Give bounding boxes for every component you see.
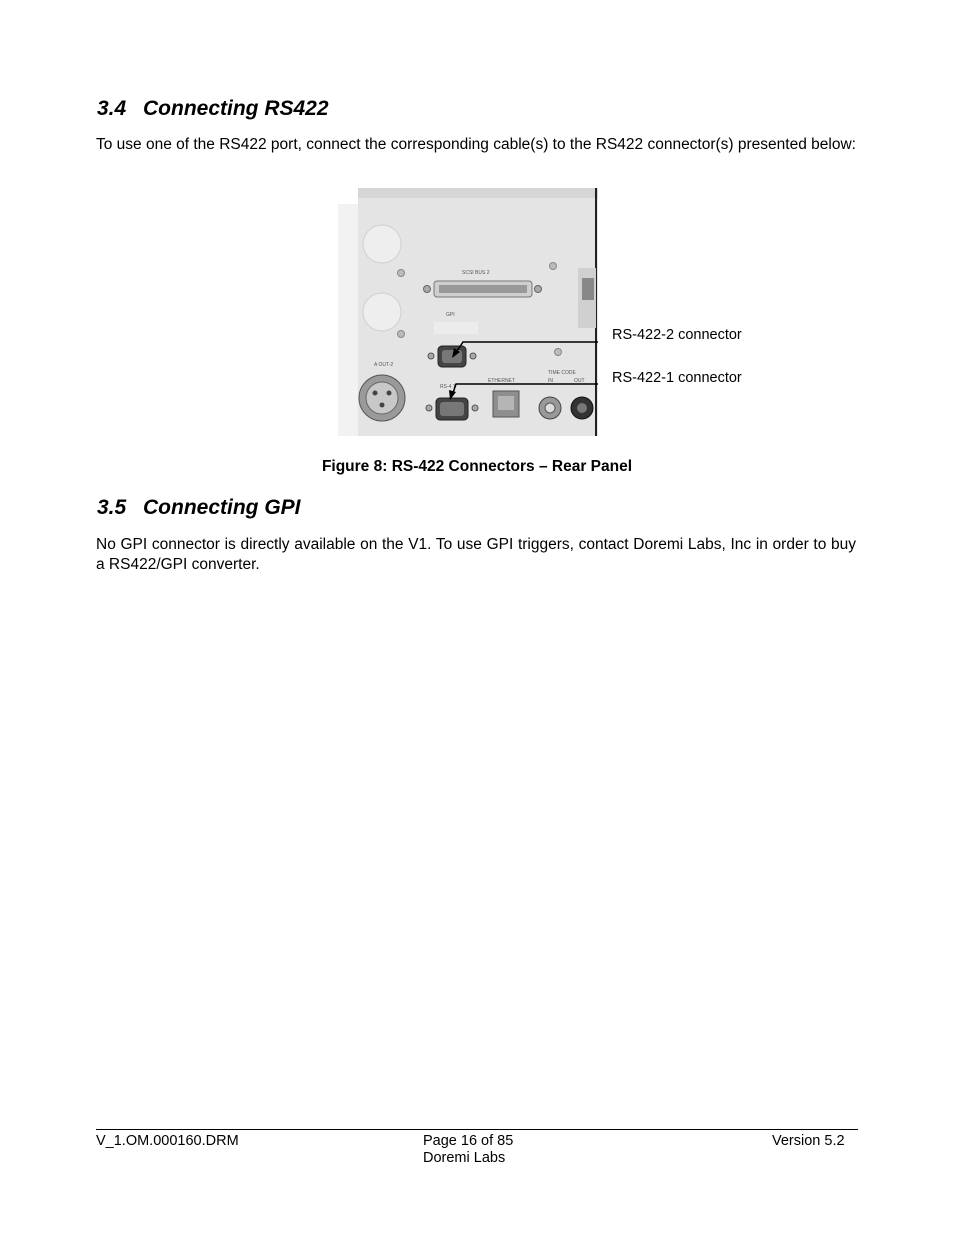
callout-rs422-1: RS-422-1 connector — [612, 370, 742, 386]
section-title: Connecting RS422 — [143, 97, 329, 120]
section-number: 3.5 — [97, 496, 127, 519]
rear-panel-photo — [338, 188, 598, 436]
timecode-label: TIME CODE — [548, 370, 576, 376]
callout-rs422-2: RS-422-2 connector — [612, 327, 742, 343]
timecode-in-label: IN — [548, 378, 553, 384]
footer-page-number: Page 16 of 85 — [423, 1133, 514, 1149]
aout-label: A OUT-2 — [374, 362, 394, 368]
figure-caption: Figure 8: RS-422 Connectors – Rear Panel — [321, 458, 633, 475]
section-title: Connecting GPI — [143, 496, 301, 519]
section-3-4-body: To use one of the RS422 port, connect the corresponding cable(s) to the RS422 connector(s) presented below: — [96, 136, 856, 153]
gpi-label: GPI — [446, 312, 455, 318]
footer-page-info — [423, 1133, 513, 1167]
section-3-5-body: No GPI connector is directly available on the V1. To use GPI triggers, contact Doremi Labs, Inc in order to buy a RS422/GPI converter. — [96, 536, 856, 573]
footer-company: Doremi Labs — [423, 1150, 506, 1166]
rs422-1-label: RS-4 1 — [440, 384, 456, 390]
scsi-label: SCSI BUS 2 — [462, 270, 490, 276]
footer-doc-id: V_1.OM.000160.DRM — [96, 1133, 239, 1149]
footer-divider — [96, 1129, 858, 1130]
section-number: 3.4 — [97, 97, 127, 120]
ethernet-label: ETHERNET — [488, 378, 515, 384]
timecode-out-label: OUT — [574, 378, 585, 384]
section-heading-3-4 — [97, 97, 329, 121]
section-heading-3-5 — [97, 496, 301, 520]
footer-version: Version 5.2 — [772, 1133, 845, 1149]
